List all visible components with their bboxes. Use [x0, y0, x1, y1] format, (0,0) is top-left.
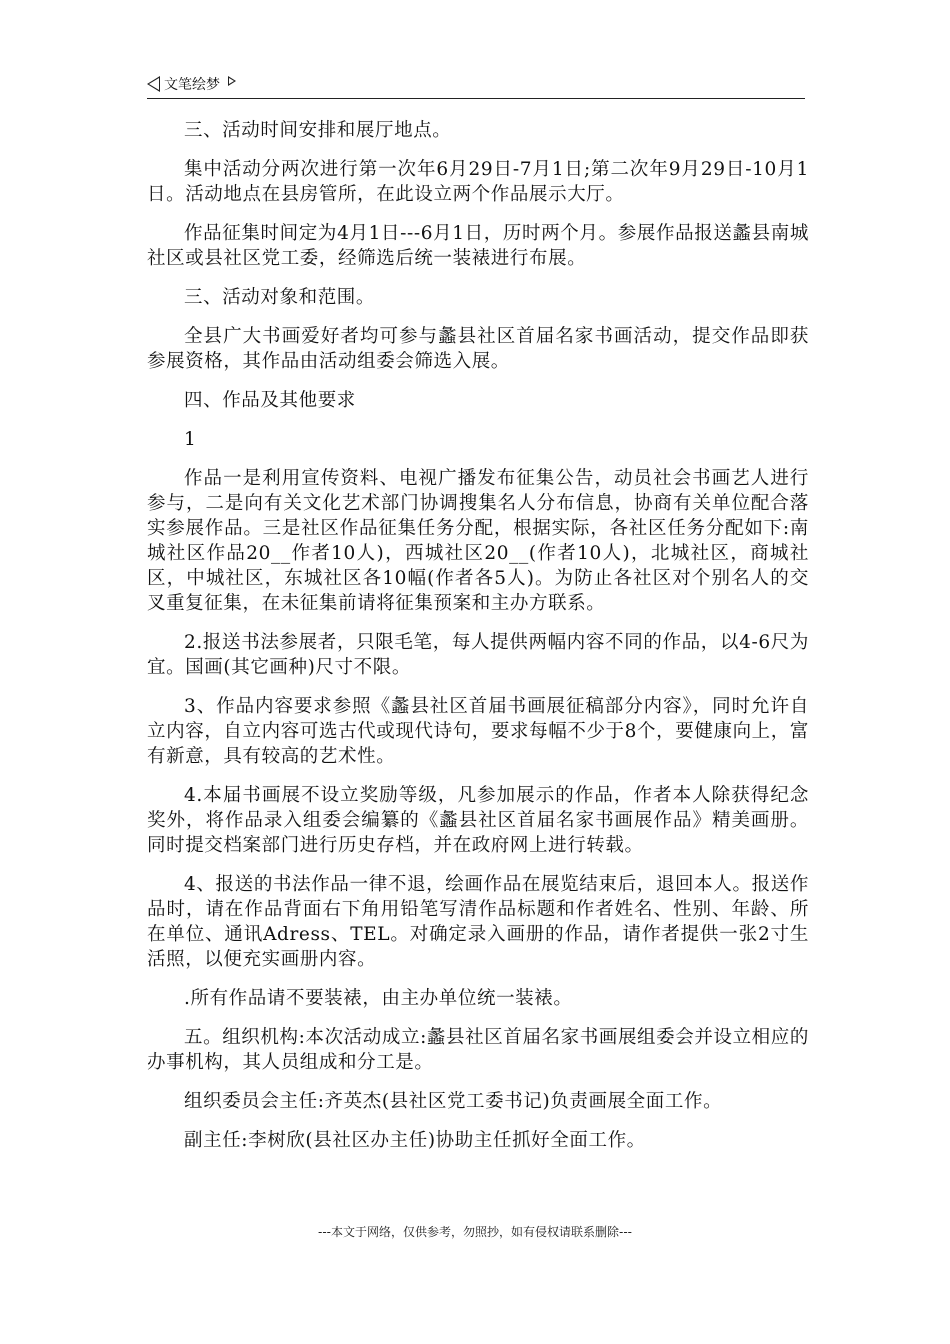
paragraph-submission: 4、报送的书法作品一律不退，绘画作品在展览结束后，退回本人。报送作品时，请在作品背面右下角用铅笔写清作品标题和作者姓名、性别、年龄、所在单位、通讯Adress、TEL。对确定录入画册的作品，请作者提供一张2寸生活照，以便充实画册内容。 [147, 874, 809, 970]
paragraph-calligraphy-rules: 2.报送书法参展者，只限毛笔，每人提供两幅内容不同的作品，以4-6尺为宜。国画(其它画种)尺寸不限。 [147, 632, 809, 678]
section-heading-participants: 三、活动对象和范围。 [184, 287, 376, 308]
paragraph-collection-period: 作品征集时间定为4月1日---6月1日，历时两个月。参展作品报送蠡县南城社区或县社区党工委，经筛选后统一装裱进行布展。 [147, 223, 809, 269]
paragraph-content-requirements: 3、作品内容要求参照《蠡县社区首届书画展征稿部分内容》，同时允许自立内容，自立内容可选古代或现代诗句，要求每幅不少于8个，要健康向上，富有新意，具有较高的艺术性。 [147, 696, 809, 767]
section-heading-requirements: 四、作品及其他要求 [184, 390, 356, 411]
paragraph-committee-director: 组织委员会主任:齐英杰(县社区党工委书记)负责画展全面工作。 [184, 1091, 723, 1112]
page-header [147, 70, 805, 99]
paragraph-awards: 4.本届书画展不设立奖励等级，凡参加展示的作品，作者本人除获得纪念奖外，将作品录入组委会编纂的《蠡县社区首届名家书画展作品》精美画册。同时提交档案部门进行历史存档，并在政府网上进行转载。 [147, 785, 809, 856]
header-brand: 文笔绘梦 [164, 77, 220, 93]
header-brand-group [147, 74, 236, 94]
paragraph-schedule: 集中活动分两次进行第一次年6月29日-7月1日;第二次年9月29日-10月1日。活动地点在县房管所，在此设立两个作品展示大厅。 [147, 159, 809, 205]
section-heading-time-venue: 三、活动时间安排和展厅地点。 [184, 120, 452, 141]
list-number: 1 [184, 429, 196, 450]
section-heading-organization: 五。组织机构:本次活动成立:蠡县社区首届名家书画展组委会并设立相应的办事机构，其人员组成和分工是。 [147, 1027, 809, 1073]
paragraph-deputy-director: 副主任:李树欣(县社区办主任)协助主任抓好全面工作。 [184, 1130, 646, 1151]
paragraph-collection-tasks: 作品一是利用宣传资料、电视广播发布征集公告，动员社会书画艺人进行参与，二是向有关文化艺术部门协调搜集名人分布信息，协商有关单位配合落实参展作品。三是社区作品征集任务分配，根据实际，各社区任务分配如下:南城社区作品20__作者10人)，西城社区20__(作者10人)，北城社区，商城社区，中城社区，东城社区各10幅(作者各5人)。为防止各社区对个别名人的交叉重复征集，在未征集前请将征集预案和主办方联系。 [147, 468, 809, 614]
paragraph-participants: 全县广大书画爱好者均可参与蠡县社区首届名家书画活动，提交作品即获参展资格，其作品由活动组委会筛选入展。 [147, 326, 809, 372]
paragraph-mounting: .所有作品请不要装裱，由主办单位统一装裱。 [184, 988, 573, 1009]
page-footer-notice: ---本文于网络，仅供参考，勿照抄，如有侵权请联系删除--- [318, 1225, 632, 1239]
right-triangle-icon [228, 76, 236, 86]
left-triangle-icon [147, 76, 160, 92]
document-body [147, 118, 809, 1167]
